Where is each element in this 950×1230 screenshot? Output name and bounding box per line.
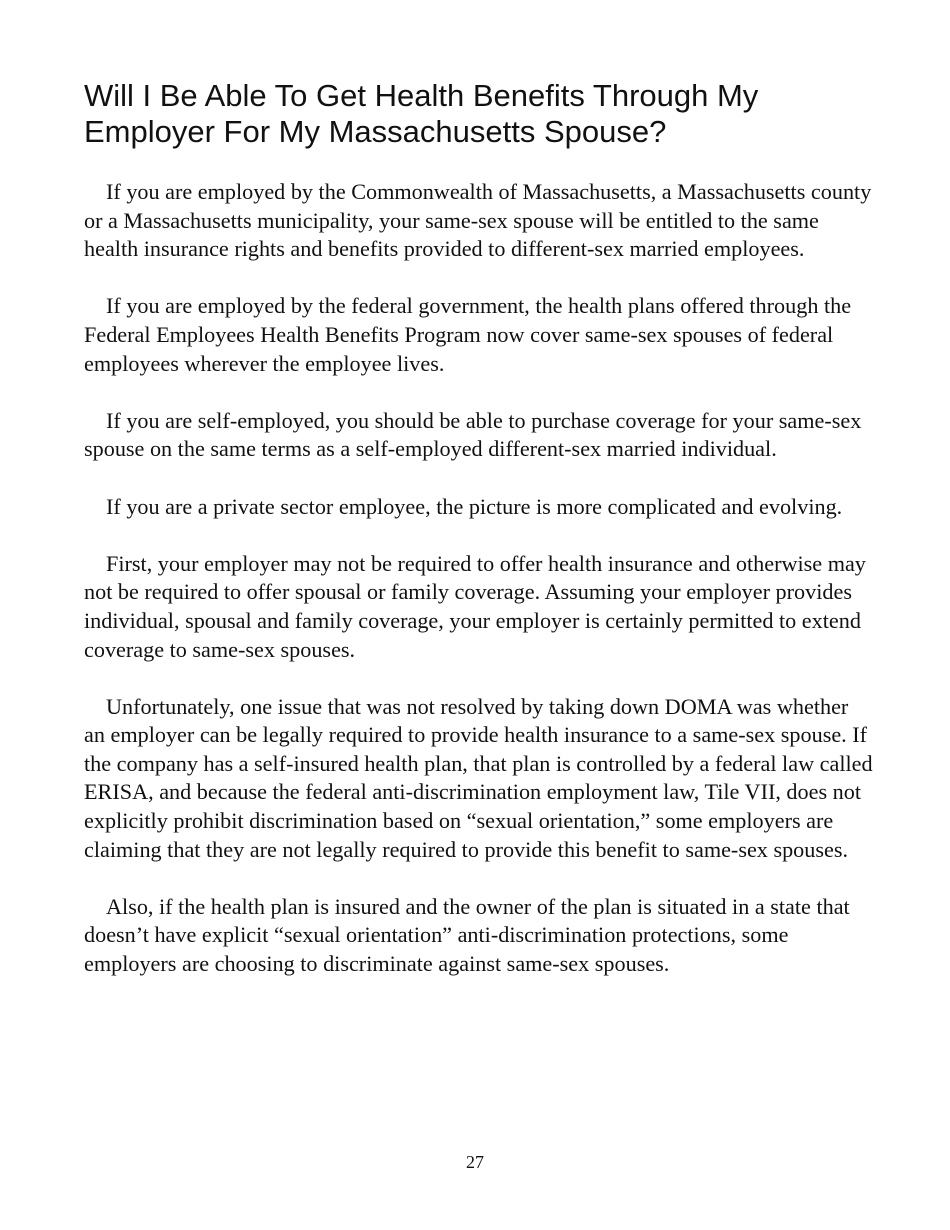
page-number: 27	[466, 1152, 484, 1172]
paragraph-self-employed: If you are self-employed, you should be able to purchase coverage for your same-sex spouse on the same terms as a self-employed different-sex married individual.	[84, 407, 862, 462]
paragraph-federal-employees: If you are employed by the federal government, the health plans offered through the Federal Employees Health Benefits Program now cover same-sex spouses of federal employees wherever the employee lives.	[84, 293, 852, 376]
paragraph-doma-erisa: Unfortunately, one issue that was not resolved by taking down DOMA was whether an employer can be legally required to provide health insurance to a same-sex spouse. If the company has a self-insured health plan, that plan is controlled by a federal law called ERISA, and because the federal anti-discrimination employment law, Tile VII, does not explicitly prohibit discrimination based on “sexual orientation,” some employers are claiming that they are not legally required to provide this benefit to same-sex spouses.	[84, 693, 873, 862]
paragraph-employer-coverage: First, your employer may not be required to offer health insurance and otherwise may not be required to offer spousal or family coverage. Assuming your employer provides individual, spousal and family coverage, your employer is certainly permitted to extend coverage to same-sex spouses.	[84, 550, 866, 662]
page-heading: Will I Be Able To Get Health Benefits Through My Employer For My Massachusetts Spouse?	[84, 78, 759, 149]
body-text	[84, 178, 874, 1007]
paragraph-insured-plans: Also, if the health plan is insured and the owner of the plan is situated in a state that doesn’t have explicit “sexual orientation” anti-discrimination protections, some employers are choosing to discriminate against same-sex spouses.	[84, 893, 850, 977]
paragraph-state-employees: If you are employed by the Commonwealth of Massachusetts, a Massachusetts county or a Massachusetts municipality, your same-sex spouse will be entitled to the same health insurance rights and benefits provided to different-sex married employees.	[84, 179, 872, 262]
paragraph-private-sector: If you are a private sector employee, the picture is more complicated and evolving.	[106, 493, 843, 519]
